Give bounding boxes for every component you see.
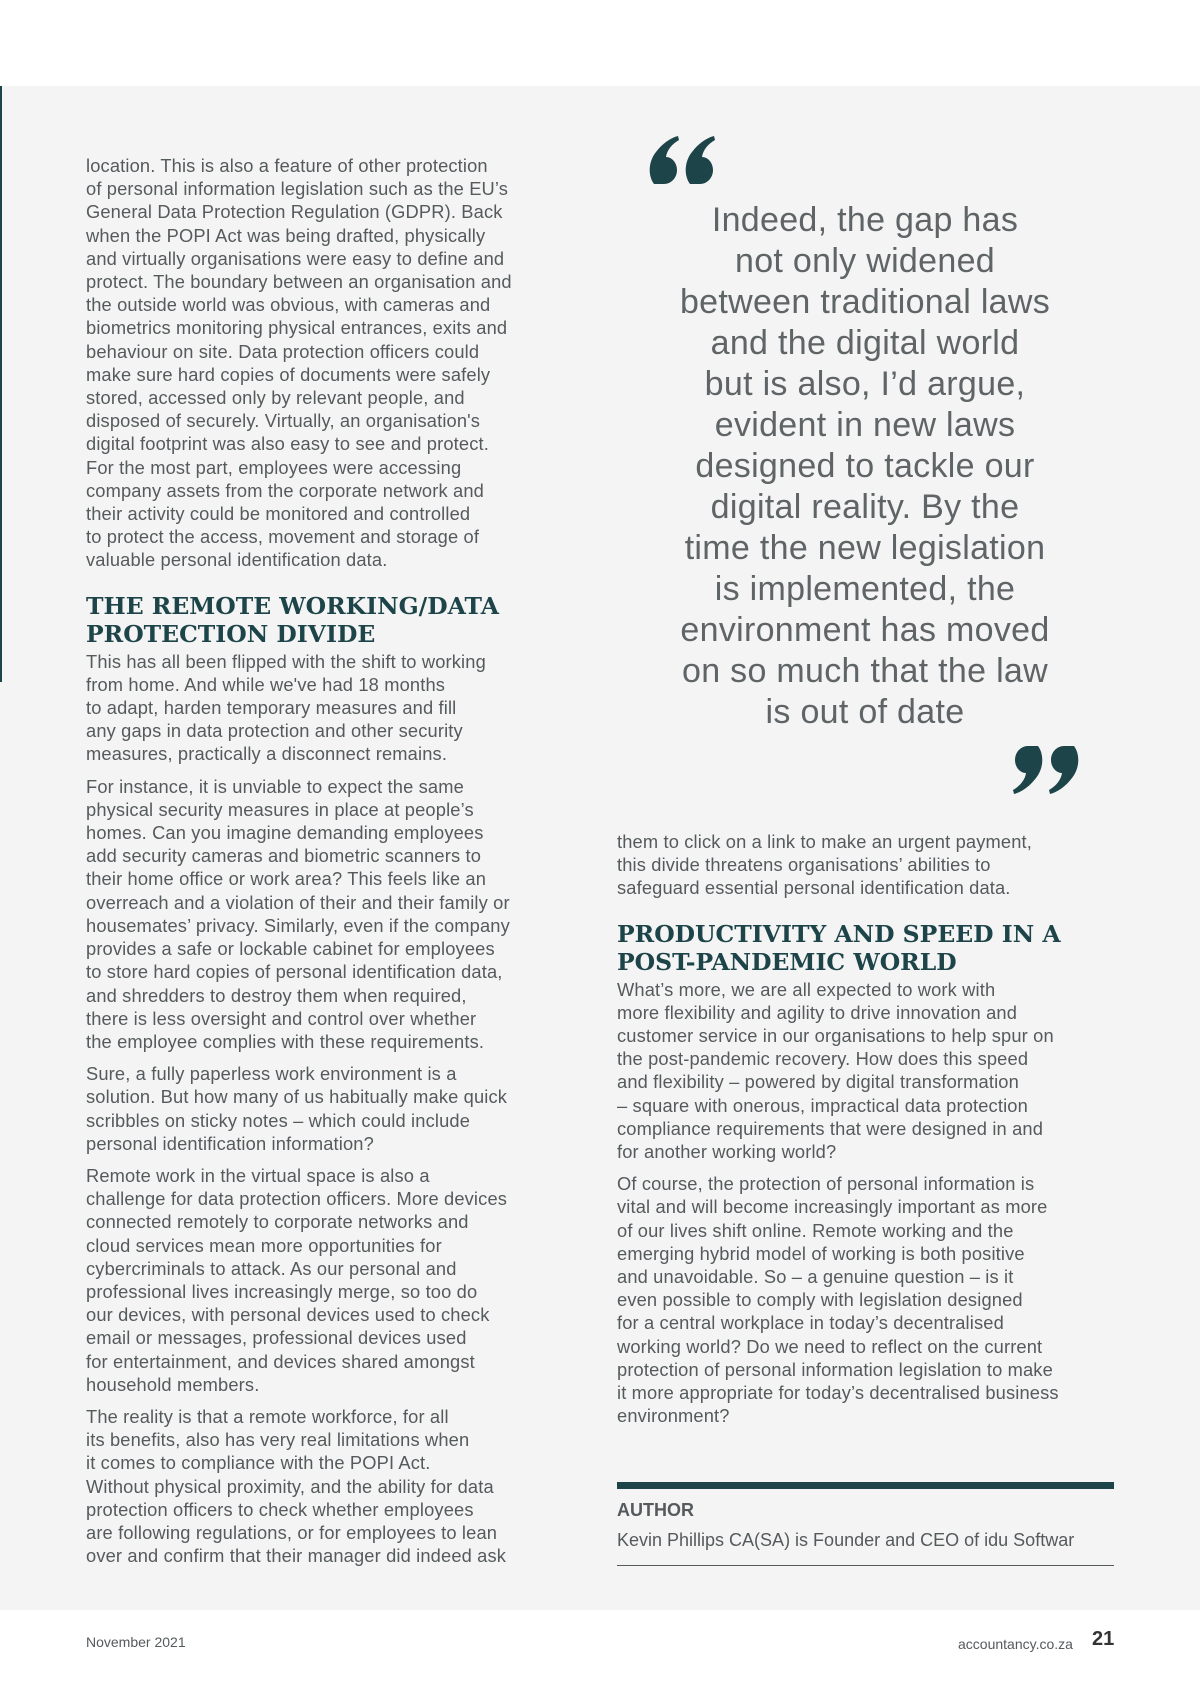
- text-line: add security cameras and biometric scanners to: [86, 845, 482, 867]
- text-line: is out of date: [765, 693, 965, 731]
- left-paragraph-4: [86, 1062, 566, 1155]
- text-line: digital footprint was also easy to see and protect.: [86, 433, 489, 455]
- text-line: it more appropriate for today’s decentralised business: [617, 1382, 1059, 1404]
- left-paragraph-5: [86, 1164, 566, 1396]
- text-line: compliance requirements that were designed in and: [617, 1117, 1044, 1139]
- text-line: professional lives increasingly merge, so too do: [86, 1280, 478, 1302]
- text-line: for another working world?: [617, 1141, 837, 1163]
- left-edge-accent: [0, 86, 2, 682]
- text-line: is implemented, the: [714, 570, 1016, 608]
- text-line: measures, practically a disconnect remains.: [86, 743, 448, 765]
- left-column: [86, 154, 566, 1576]
- text-line: Remote work in the virtual space is also a: [86, 1164, 430, 1186]
- text-line: protection of personal information legislation to make: [617, 1358, 1053, 1380]
- text-line: between traditional laws: [679, 283, 1051, 321]
- text-line: physical security measures in place at people’s: [86, 798, 474, 820]
- text-line: to adapt, harden temporary measures and fill: [86, 697, 457, 719]
- text-line: challenge for data protection officers. More devices: [86, 1188, 508, 1210]
- text-line: scribbles on sticky notes – which could include: [86, 1109, 471, 1131]
- text-line: and the digital world: [710, 324, 1020, 362]
- page-number: 21: [1092, 1628, 1115, 1650]
- text-line: Sure, a fully paperless work environment is a: [86, 1063, 457, 1085]
- text-line: company assets from the corporate network and: [86, 479, 484, 501]
- text-line: for entertainment, and devices shared amongst: [86, 1350, 475, 1372]
- text-line: protection officers to check whether employees: [86, 1498, 474, 1520]
- author-divider-bar: [617, 1482, 1114, 1489]
- text-line: its benefits, also has very real limitations when: [86, 1429, 470, 1451]
- text-line: of our lives shift online. Remote working and the: [617, 1219, 1014, 1241]
- text-line: protect. The boundary between an organisation and: [86, 271, 512, 293]
- text-line: even possible to comply with legislation designed: [617, 1289, 1023, 1311]
- text-line: provides a safe or lockable cabinet for employees: [86, 938, 495, 960]
- text-line: it comes to compliance with the POPI Act.: [86, 1452, 431, 1474]
- text-line: email or messages, professional devices used: [86, 1327, 467, 1349]
- section-heading-productivity: [617, 920, 1117, 976]
- text-line: and flexibility – powered by digital transformation: [617, 1071, 1019, 1093]
- text-line: valuable personal identification data.: [86, 549, 388, 571]
- text-line: over and confirm that their manager did indeed ask: [86, 1545, 507, 1567]
- text-line: our devices, with personal devices used to check: [86, 1304, 490, 1326]
- text-line: household members.: [86, 1373, 260, 1395]
- text-line: more flexibility and agility to drive innovation and: [617, 1001, 1018, 1023]
- right-paragraph-3: [617, 1172, 1117, 1427]
- pull-quote: [650, 200, 1080, 733]
- text-line: What’s more, we are all expected to work with: [617, 978, 996, 1000]
- text-line: housemates’ privacy. Similarly, even if the company: [86, 914, 510, 936]
- left-paragraph-3: [86, 775, 566, 1053]
- section-heading-remote-working: [86, 592, 566, 648]
- left-paragraph-6: [86, 1405, 566, 1567]
- text-line: vital and will become increasingly important as more: [617, 1196, 1048, 1218]
- text-line: to protect the access, movement and storage of: [86, 526, 480, 548]
- left-paragraph-2: [86, 650, 566, 766]
- text-line: General Data Protection Regulation (GDPR). Back: [86, 201, 503, 223]
- text-line: PROTECTION DIVIDE: [86, 619, 376, 648]
- text-line: for a central workplace in today’s decentralised: [617, 1312, 1004, 1334]
- text-line: overreach and a violation of their and their family or: [86, 891, 510, 913]
- text-line: stored, accessed only by relevant people, and: [86, 387, 465, 409]
- text-line: time the new legislation: [684, 529, 1046, 567]
- text-line: working world? Do we need to reflect on the current: [617, 1335, 1043, 1357]
- text-line: POST-PANDEMIC WORLD: [617, 947, 957, 976]
- text-line: the post-pandemic recovery. How does this speed: [617, 1048, 1029, 1070]
- text-line: the outside world was obvious, with cameras and: [86, 294, 491, 316]
- text-line: solution. But how many of us habitually make quick: [86, 1086, 508, 1108]
- text-line: their activity could be monitored and controlled: [86, 503, 471, 525]
- text-line: to store hard copies of personal identification data,: [86, 961, 503, 983]
- text-line: THE REMOTE WORKING/DATA: [86, 591, 499, 620]
- text-line: but is also, I’d argue,: [704, 365, 1026, 403]
- text-line: personal identification information?: [86, 1132, 374, 1154]
- text-line: biometrics monitoring physical entrances, exits and: [86, 317, 508, 339]
- text-line: and virtually organisations were easy to define and: [86, 247, 505, 269]
- text-line: emerging hybrid model of working is both positive: [617, 1242, 1025, 1264]
- author-label: AUTHOR: [617, 1500, 694, 1520]
- text-line: For instance, it is unviable to expect the same: [86, 775, 464, 797]
- footer-date: November 2021: [86, 1634, 186, 1650]
- right-paragraph-1: [617, 830, 1117, 900]
- text-line: cloud services mean more opportunities for: [86, 1234, 442, 1256]
- text-line: this divide threatens organisations’ abilities to: [617, 854, 991, 876]
- text-line: designed to tackle our: [695, 447, 1035, 485]
- text-line: not only widened: [735, 242, 995, 280]
- text-line: environment?: [617, 1405, 730, 1427]
- text-line: PRODUCTIVITY AND SPEED IN A: [617, 919, 1061, 948]
- footer-site-link[interactable]: accountancy.co.za: [958, 1636, 1073, 1652]
- text-line: there is less oversight and control over whether: [86, 1007, 477, 1029]
- text-line: on so much that the law: [682, 652, 1048, 690]
- text-line: make sure hard copies of documents were safely: [86, 363, 491, 385]
- text-line: and shredders to destroy them when required,: [86, 984, 467, 1006]
- author-bottom-rule: [617, 1565, 1114, 1566]
- text-line: location. This is also a feature of other protection: [86, 155, 488, 176]
- text-line: The reality is that a remote workforce, for all: [86, 1405, 449, 1427]
- right-paragraph-2: [617, 978, 1117, 1164]
- text-line: Indeed, the gap has: [711, 201, 1019, 239]
- text-line: them to click on a link to make an urgent payment,: [617, 831, 1032, 852]
- text-line: behaviour on site. Data protection officers could: [86, 340, 480, 362]
- text-line: environment has moved: [680, 611, 1050, 649]
- left-paragraph-1: [86, 154, 566, 572]
- text-line: Of course, the protection of personal information is: [617, 1173, 1035, 1195]
- text-line: their home office or work area? This feels like an: [86, 868, 487, 890]
- right-column: [617, 830, 1117, 1436]
- text-line: Without physical proximity, and the ability for data: [86, 1475, 494, 1497]
- text-line: disposed of securely. Virtually, an organisation's: [86, 410, 481, 432]
- text-line: are following regulations, or for employees to lean: [86, 1521, 498, 1543]
- text-line: – square with onerous, impractical data protection: [617, 1094, 1028, 1116]
- text-line: customer service in our organisations to help spur on: [617, 1025, 1054, 1047]
- text-line: connected remotely to corporate networks and: [86, 1211, 469, 1233]
- text-line: homes. Can you imagine demanding employees: [86, 822, 484, 844]
- text-line: from home. And while we've had 18 months: [86, 673, 446, 695]
- text-line: digital reality. By the: [710, 488, 1020, 526]
- text-line: and unavoidable. So – a genuine question – is it: [617, 1266, 1014, 1288]
- text-line: cybercriminals to attack. As our personal and: [86, 1257, 457, 1279]
- text-line: safeguard essential personal identification data.: [617, 877, 1011, 899]
- text-line: For the most part, employees were accessing: [86, 456, 462, 478]
- author-bio: Kevin Phillips CA(SA) is Founder and CEO of idu Softwar: [617, 1530, 1075, 1550]
- text-line: of personal information legislation such as the EU’s: [86, 178, 509, 200]
- text-line: the employee complies with these requirements.: [86, 1030, 485, 1052]
- text-line: any gaps in data protection and other security: [86, 720, 463, 742]
- quote-open-icon: [646, 132, 716, 192]
- text-line: evident in new laws: [714, 406, 1016, 444]
- text-line: This has all been flipped with the shift to working: [86, 650, 486, 672]
- quote-close-icon: [1012, 742, 1082, 802]
- text-line: when the POPI Act was being drafted, physically: [86, 224, 486, 246]
